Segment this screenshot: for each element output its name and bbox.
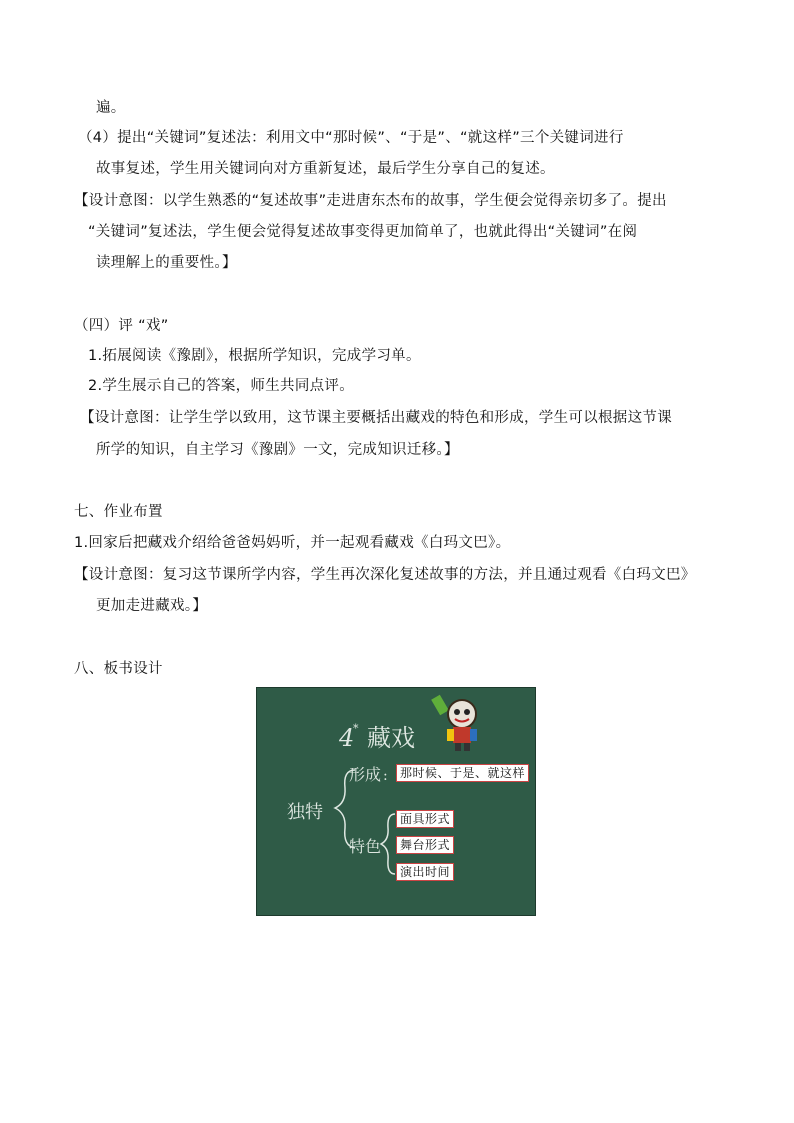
board-title: 藏戏 xyxy=(367,724,415,752)
design-intent-1: 【设计意图：以学生熟悉的“复述故事”走进唐东杰布的故事，学生便会觉得亲切多了。提出 xyxy=(74,193,667,209)
design-intent-1-cont: “关键词”复述法，学生便会觉得复述故事变得更加简单了，也就此得出“关键词”在阅 xyxy=(88,224,638,240)
text-line-step-4: （4）提出“关键词”复述法：利用文中“那时候”、“于是”、“就这样”三个关键词进行 xyxy=(78,130,624,146)
blackboard-image xyxy=(256,687,536,916)
design-intent-1-end: 读理解上的重要性。】 xyxy=(96,255,237,271)
text-line-step-4-cont: 故事复述，学生用关键词向对方重新复述，最后学生分享自己的复述。 xyxy=(96,161,555,177)
board-formation-card: 那时候、于是、就这样 xyxy=(396,764,529,782)
board-feature-card-stage: 舞台形式 xyxy=(396,836,454,854)
board-title-star: * xyxy=(353,722,359,735)
board-root-word: 独特 xyxy=(287,802,323,823)
design-intent-3: 【设计意图：复习这节课所学内容，学生再次深化复述故事的方法，并且通过观看《白玛文巴》 xyxy=(74,567,696,583)
design-intent-2-cont: 所学的知识，自主学习《豫剧》一文，完成知识迁移。】 xyxy=(96,442,459,458)
list-item-2: 2.学生展示自己的答案，师生共同点评。 xyxy=(88,378,355,394)
board-feature-card-mask: 面具形式 xyxy=(396,810,454,828)
tibetan-mask-icon xyxy=(431,695,477,751)
homework-item-1: 1.回家后把藏戏介绍给爸爸妈妈听，并一起观看藏戏《白玛文巴》。 xyxy=(74,535,511,551)
board-colon: : xyxy=(383,768,388,784)
section-heading-board: 八、板书设计 xyxy=(74,661,163,677)
blackboard-drawing xyxy=(257,688,536,916)
text-line-continuation: 遍。 xyxy=(96,100,126,116)
section-heading-homework: 七、作业布置 xyxy=(74,504,163,520)
board-feature-card-time: 演出时间 xyxy=(396,863,454,881)
design-intent-3-cont: 更加走进藏戏。】 xyxy=(96,598,208,614)
board-branch-formation: 形成 xyxy=(349,765,382,784)
board-features-brace xyxy=(381,814,395,874)
board-branch-features: 特色 xyxy=(349,837,382,856)
board-title-number: 4 xyxy=(339,724,355,752)
list-item-1: 1.拓展阅读《豫剧》，根据所学知识，完成学习单。 xyxy=(88,348,421,364)
section-heading-review: （四）评 “戏” xyxy=(74,318,169,334)
design-intent-2: 【设计意图：让学生学以致用，这节课主要概括出藏戏的特色和形成，学生可以根据这节课 xyxy=(80,410,672,426)
